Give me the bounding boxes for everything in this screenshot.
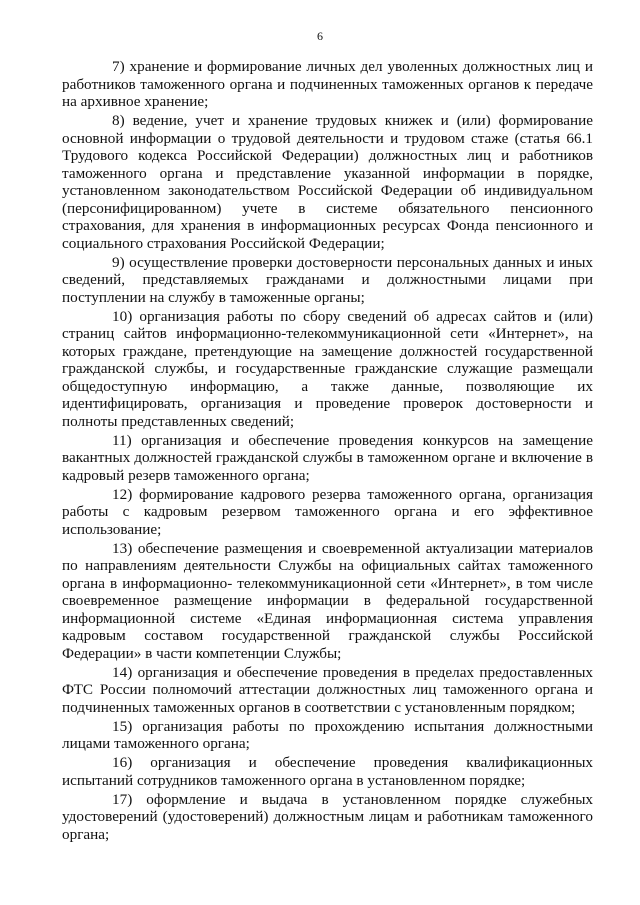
page-number: 6 (317, 29, 323, 43)
paragraph-item-8: 8) ведение, учет и хранение трудовых книжек и (или) формирование основной информации о трудовой деятельности и трудовом стаже (статья 66.1 Трудового кодекса Российской Федерации) должностных лиц и работников таможенного органа и представление указанной информации в порядке, установленном законодательством Российской Федерации об индивидуальном (персонифицированном) учете в системе обязательного пенсионного страхования, для хранения в информационных ресурсах Фонда пенсионного и социального страхования Российской Федерации; (62, 112, 593, 252)
paragraph-item-10: 10) организация работы по сбору сведений об адресах сайтов и (или) страниц сайтов информационно-телекоммуникационной сети «Интернет», на которых граждане, претендующие на замещение должностей государственной гражданской службы, и государственные гражданские служащие размещали общедоступную информацию, а также данные, позволяющие их идентифицировать, организация и проведение проверок достоверности и полноты представленных сведений; (62, 307, 593, 430)
paragraph-item-13: 13) обеспечение размещения и своевременной актуализации материалов по направлениям деятельности Службы на официальных сайтах таможенного органа в информационно- телекоммуникационной сети «Интернет», в том числе своевременное размещение информации в федеральной государственной информационной системе «Единая информационная система управления кадровым составом государственной гражданской службы Российской Федерации» в части компетенции Службы; (62, 539, 593, 662)
paragraph-item-17: 17) оформление и выдача в установленном порядке служебных удостоверений (удостоверений) должностным лицам и работникам таможенного органа; (62, 790, 593, 843)
paragraph-item-11: 11) организация и обеспечение проведения конкурсов на замещение вакантных должностей гражданской службы в таможенном органе и включение в кадровый резерв таможенного органа; (62, 431, 593, 484)
paragraph-item-9: 9) осуществление проверки достоверности персональных данных и иных сведений, представляемых гражданами и должностными лицами при поступлении на службу в таможенные органы; (62, 253, 593, 306)
document-body (62, 58, 593, 845)
paragraph-item-16: 16) организация и обеспечение проведения квалификационных испытаний сотрудников таможенного органа в установленном порядке; (62, 754, 593, 789)
paragraph-item-14: 14) организация и обеспечение проведения в пределах предоставленных ФТС России полномочий аттестации должностных лиц таможенного органа и подчиненных таможенных органов в соответствии с установленным порядком; (62, 663, 593, 716)
paragraph-item-15: 15) организация работы по прохождению испытания должностными лицами таможенного органа; (62, 717, 593, 752)
paragraph-item-12: 12) формирование кадрового резерва таможенного органа, организация работы с кадровым резервом таможенного органа и его эффективное использование; (62, 485, 593, 538)
paragraph-item-7: 7) хранение и формирование личных дел уволенных должностных лиц и работников таможенного органа и подчиненных таможенных органов к передаче на архивное хранение; (62, 58, 593, 110)
